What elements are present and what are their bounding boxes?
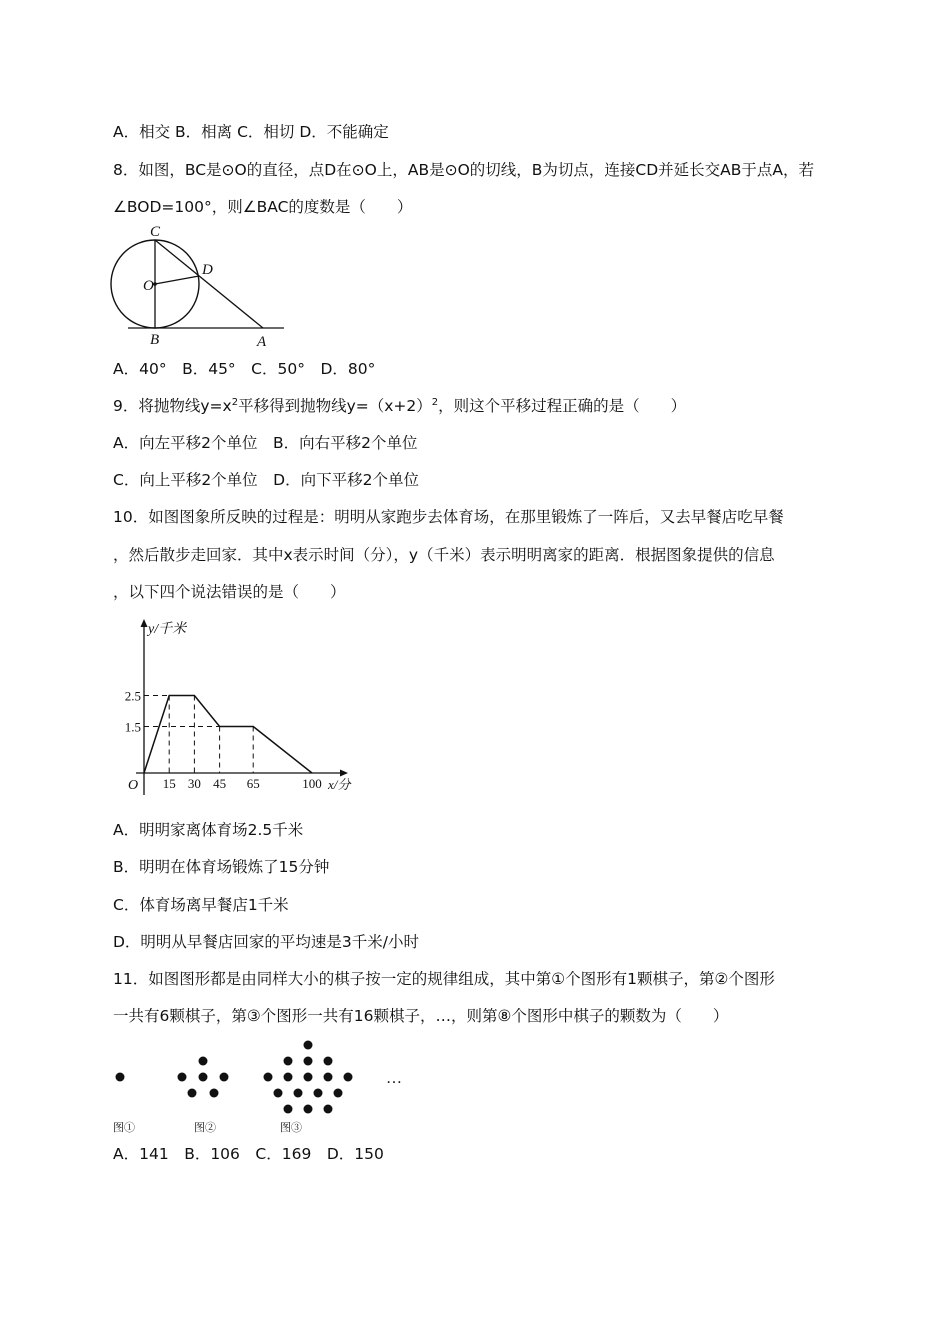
q10-stem-line-1: 10．如图图象所反映的过程是：明明从家跑步去体育场，在那里锻炼了一阵后，又去早餐店吃早餐 <box>113 508 784 526</box>
label-d: D <box>202 262 213 278</box>
q8-options: A．40° B．45° C．50° D．80° <box>113 360 376 378</box>
q8-stem-line-2: ∠BOD=100°，则∠BAC的度数是（ ） <box>113 198 413 216</box>
chess-piece-dot <box>274 1089 283 1098</box>
chess-piece-dot <box>284 1057 293 1066</box>
q10-stem-line-2: ，然后散步走回家．其中x表示时间（分），y（千米）表示明明离家的距离．根据图象提供的信息 <box>113 546 775 564</box>
chess-piece-dot <box>199 1057 208 1066</box>
y-axis-label: y/千米 <box>148 622 187 637</box>
q9-exponent-2: 2 <box>431 396 439 408</box>
segment-ca <box>155 240 263 328</box>
pattern-3 <box>264 1041 353 1114</box>
chess-piece-dot <box>284 1073 293 1082</box>
x-tick-label: 45 <box>213 776 227 791</box>
chess-piece-dot <box>324 1073 333 1082</box>
chess-piece-dot <box>324 1105 333 1114</box>
q9-stem-part-2: 平移得到抛物线y=（x+2） <box>238 397 432 415</box>
chess-piece-dot <box>116 1073 125 1082</box>
x-tick-label: 15 <box>162 776 176 791</box>
chess-piece-dot <box>284 1105 293 1114</box>
ellipsis: … <box>386 1070 402 1087</box>
chess-piece-dot <box>304 1073 313 1082</box>
q9-stem-part-1: 9．将抛物线y=x <box>113 397 232 415</box>
chess-piece-dot <box>188 1089 197 1098</box>
x-tick-label: 30 <box>187 776 201 791</box>
q10-option-b: B．明明在体育场锻炼了15分钟 <box>113 858 330 876</box>
label-a: A <box>257 334 267 350</box>
caption-figure-3: 图③ <box>280 1122 302 1134</box>
q11-options: A．141 B．106 C．169 D．150 <box>113 1145 384 1163</box>
y-tick-label: 2.5 <box>124 688 141 704</box>
label-c: C <box>150 224 161 240</box>
chess-piece-dot <box>304 1057 313 1066</box>
x-tick-label: 100 <box>302 776 322 791</box>
chess-piece-dot <box>210 1089 219 1098</box>
q9-options-row-2: C．向上平移2个单位 D．向下平移2个单位 <box>113 471 419 489</box>
label-b: B <box>150 332 160 348</box>
q10-option-c: C．体育场离早餐店1千米 <box>113 896 289 914</box>
q7-options: A．相交 B．相离 C．相切 D．不能确定 <box>113 123 389 141</box>
chess-piece-dot <box>334 1089 343 1098</box>
chess-piece-dot <box>264 1073 273 1082</box>
q9-exponent-1: 2 <box>231 396 239 408</box>
circle-tangent-figure <box>108 222 286 350</box>
q8-stem-line-1: 8．如图，BC是⊙O的直径，点D在⊙O上，AB是⊙O的切线，B为切点，连接CD并延长交AB于点A，若 <box>113 161 815 179</box>
q9-stem-part-3: ，则这个平移过程正确的是（ ） <box>438 397 687 415</box>
label-o: O <box>143 278 154 294</box>
q10-option-d: D．明明从早餐店回家的平均速是3千米/小时 <box>113 933 420 951</box>
chess-piece-dot <box>304 1041 313 1050</box>
x-axis-label: x/分 <box>328 777 351 792</box>
x-axis-arrow <box>340 770 348 777</box>
chess-piece-dot <box>324 1057 333 1066</box>
chess-piece-dot <box>344 1073 353 1082</box>
chess-piece-dot <box>220 1073 229 1082</box>
pattern-1 <box>116 1073 125 1082</box>
q9-options-row-1: A．向左平移2个单位 B．向右平移2个单位 <box>113 434 418 452</box>
origin-label: O <box>128 778 139 793</box>
y-tick-label: 1.5 <box>124 719 141 735</box>
chess-piece-dot <box>199 1073 208 1082</box>
q11-stem-line-1: 11．如图图形都是由同样大小的棋子按一定的规律组成，其中第①个图形有1颗棋子，第②个图形 <box>113 970 775 988</box>
y-axis-arrow <box>141 619 148 627</box>
chess-piece-dot <box>314 1089 323 1098</box>
distance-time-chart <box>112 617 360 802</box>
q10-stem-line-3: ，以下四个说法错误的是（ ） <box>113 583 346 601</box>
q10-option-a: A．明明家离体育场2.5千米 <box>113 821 304 839</box>
chess-piece-dot <box>304 1105 313 1114</box>
chess-piece-dot <box>178 1073 187 1082</box>
caption-figure-1: 图① <box>113 1122 135 1134</box>
caption-figure-2: 图② <box>194 1122 216 1134</box>
chess-piece-dot <box>294 1089 303 1098</box>
chess-pieces-pattern-figure <box>110 1037 405 1137</box>
q11-stem-line-2: 一共有6颗棋子，第③个图形一共有16颗棋子，…，则第⑧个图形中棋子的颗数为（ ） <box>113 1007 729 1025</box>
q9-stem <box>113 396 686 416</box>
x-tick-label: 65 <box>246 776 260 791</box>
pattern-2 <box>178 1057 229 1098</box>
segment-od <box>155 276 199 284</box>
